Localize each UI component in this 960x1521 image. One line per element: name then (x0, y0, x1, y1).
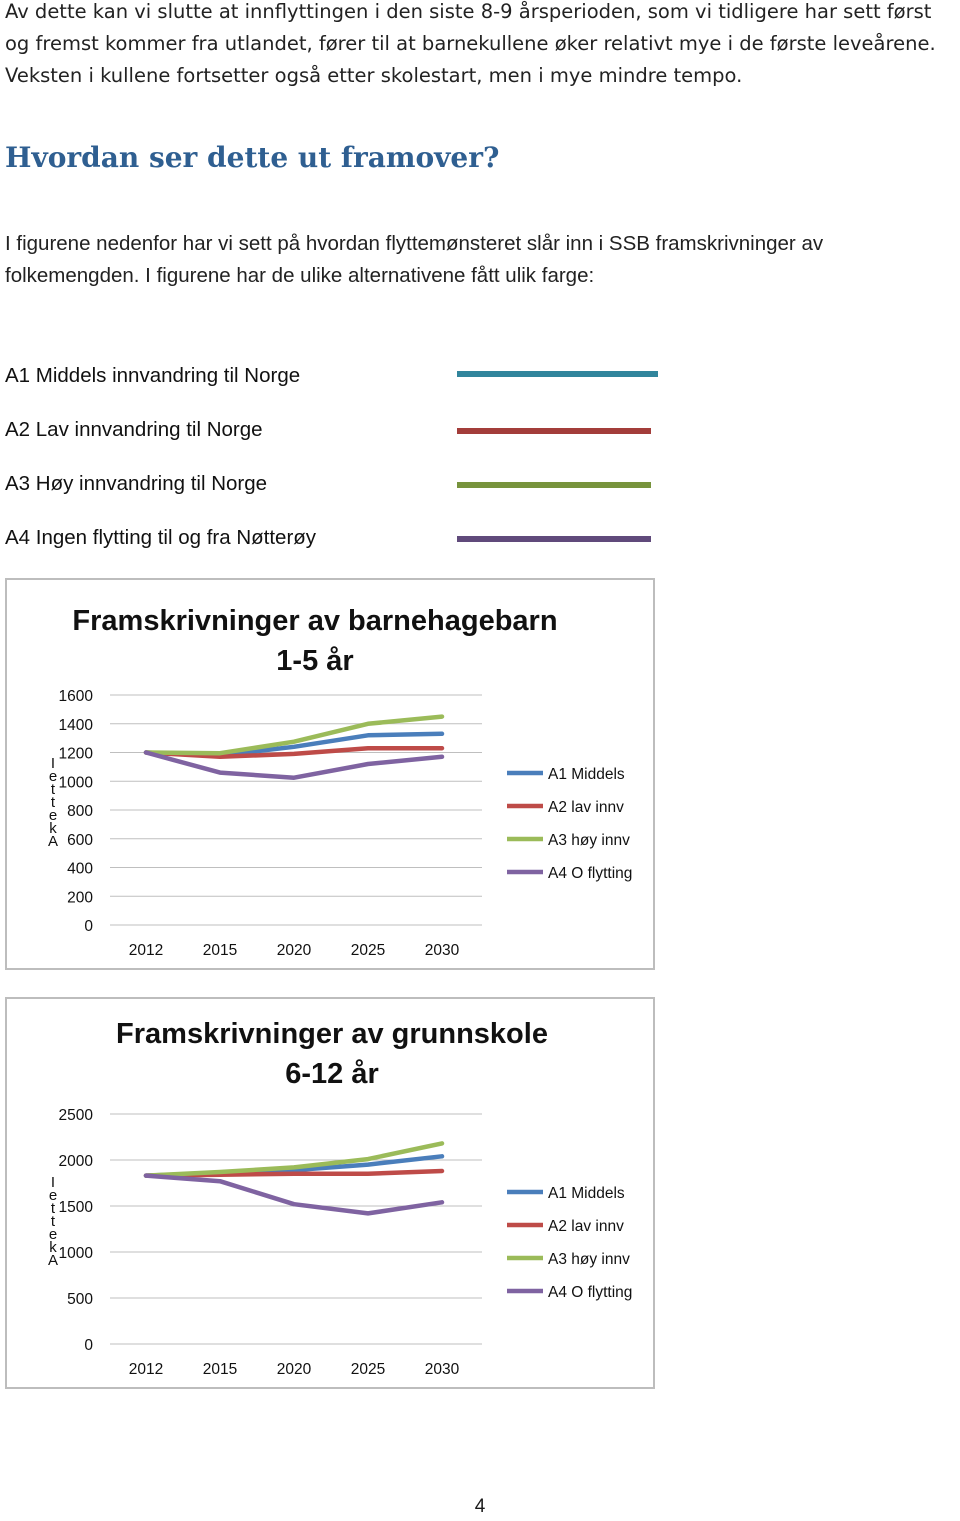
y-axis-label-letter: I (50, 755, 56, 772)
x-tick-label: 2012 (128, 1361, 164, 1378)
alternative-label-a4: A4 Ingen flytting til og fra Nøtterøy (5, 526, 317, 549)
y-tick-label: 500 (67, 1291, 93, 1308)
y-axis-label-letter: k (49, 820, 57, 837)
y-tick-label: 1000 (58, 1245, 93, 1262)
x-tick-label: 2020 (276, 1361, 312, 1378)
intro-paragraph: Av dette kan vi slutte at innflyttingen i den siste 8-9 årsperioden, som vi tidligere har sett først og fremst kommer fra utlandet, fører til at barnekullene øker relativt mye i de første leveårene. Veksten i kullene fortsetter også etter skolestart, men i mye mindre tempo. (5, 0, 936, 87)
chart-grunnskole-svg (7, 999, 653, 1387)
x-tick-label: 2030 (424, 942, 460, 959)
alternative-line-a2 (457, 428, 651, 434)
y-tick-label: 1600 (58, 688, 93, 705)
x-tick-label: 2025 (350, 942, 386, 959)
series-line-4 (146, 1176, 442, 1214)
y-axis-label-letter: A (47, 1252, 59, 1269)
y-tick-label: 800 (67, 803, 93, 820)
y-tick-label: 1000 (58, 774, 93, 792)
y-axis-label-letter: e (48, 1226, 58, 1243)
chart-subtitle: 1-5 år (276, 645, 354, 677)
legend-label: A2 lav innv (548, 1218, 624, 1235)
legend-label: A3 høy innv (548, 832, 630, 849)
section-heading: Hvordan ser dette ut framover? (5, 141, 500, 174)
alternative-label-a2: A2 Lav innvandring til Norge (5, 418, 263, 441)
y-axis-label-letter: t (50, 1213, 56, 1230)
legend-label: A3 høy innv (548, 1251, 630, 1268)
y-tick-label: 1200 (58, 745, 93, 763)
x-tick-label: 2020 (276, 942, 312, 959)
alternative-line-a4 (457, 536, 651, 542)
alternative-line-a1 (457, 371, 658, 377)
legend-label: A4 O flytting (548, 1284, 633, 1301)
alternative-label-a3: A3 Høy innvandring til Norge (5, 472, 268, 495)
chart-title: Framskrivninger av grunnskole (116, 1018, 548, 1050)
y-tick-label: 0 (84, 918, 93, 935)
y-tick-label: 200 (67, 889, 93, 907)
legend-label: A4 O flytting (548, 865, 633, 882)
x-tick-label: 2030 (424, 1361, 460, 1378)
x-tick-label: 2015 (202, 942, 238, 959)
y-axis-label-letter: e (48, 1187, 58, 1204)
description-paragraph: I figurene nedenfor har vi sett på hvordan flyttemønsteret slår inn i SSB framskrivninger av folkemengden. I figurene har de ulike alternativene fått ulik farge: (5, 232, 824, 287)
legend-label: A2 lav innv (548, 799, 624, 816)
y-axis-label-letter: t (50, 781, 56, 798)
chart-grunnskole (5, 997, 655, 1389)
y-axis-label-letter: k (49, 1239, 57, 1256)
legend-label: A1 Middels (548, 766, 625, 783)
y-axis-label-letter: e (48, 768, 58, 785)
y-axis-label-letter: t (50, 794, 56, 811)
y-tick-label: 1500 (58, 1199, 93, 1216)
x-tick-label: 2025 (350, 1361, 386, 1378)
alternative-label-a1: A1 Middels innvandring til Norge (5, 364, 301, 387)
y-axis-label-letter: A (47, 833, 59, 850)
y-tick-label: 1400 (58, 716, 93, 734)
chart-title: Framskrivninger av barnehagebarn (72, 605, 558, 637)
page-number: 4 (474, 1496, 486, 1517)
y-tick-label: 400 (67, 860, 93, 878)
y-tick-label: 0 (84, 1337, 93, 1354)
y-axis-label-letter: e (48, 807, 58, 824)
x-tick-label: 2012 (128, 942, 164, 959)
y-axis-label-letter: t (50, 1200, 56, 1217)
y-tick-label: 600 (67, 831, 93, 849)
y-tick-label: 2500 (58, 1107, 93, 1124)
y-tick-label: 2000 (58, 1153, 93, 1170)
x-tick-label: 2015 (202, 1361, 238, 1378)
chart-barnehagebarn-svg (7, 580, 653, 968)
legend-label: A1 Middels (548, 1185, 625, 1202)
y-axis-label-letter: I (50, 1174, 56, 1191)
chart-subtitle: 6-12 år (285, 1058, 379, 1090)
chart-barnehagebarn (5, 578, 655, 970)
alternative-line-a3 (457, 482, 651, 488)
